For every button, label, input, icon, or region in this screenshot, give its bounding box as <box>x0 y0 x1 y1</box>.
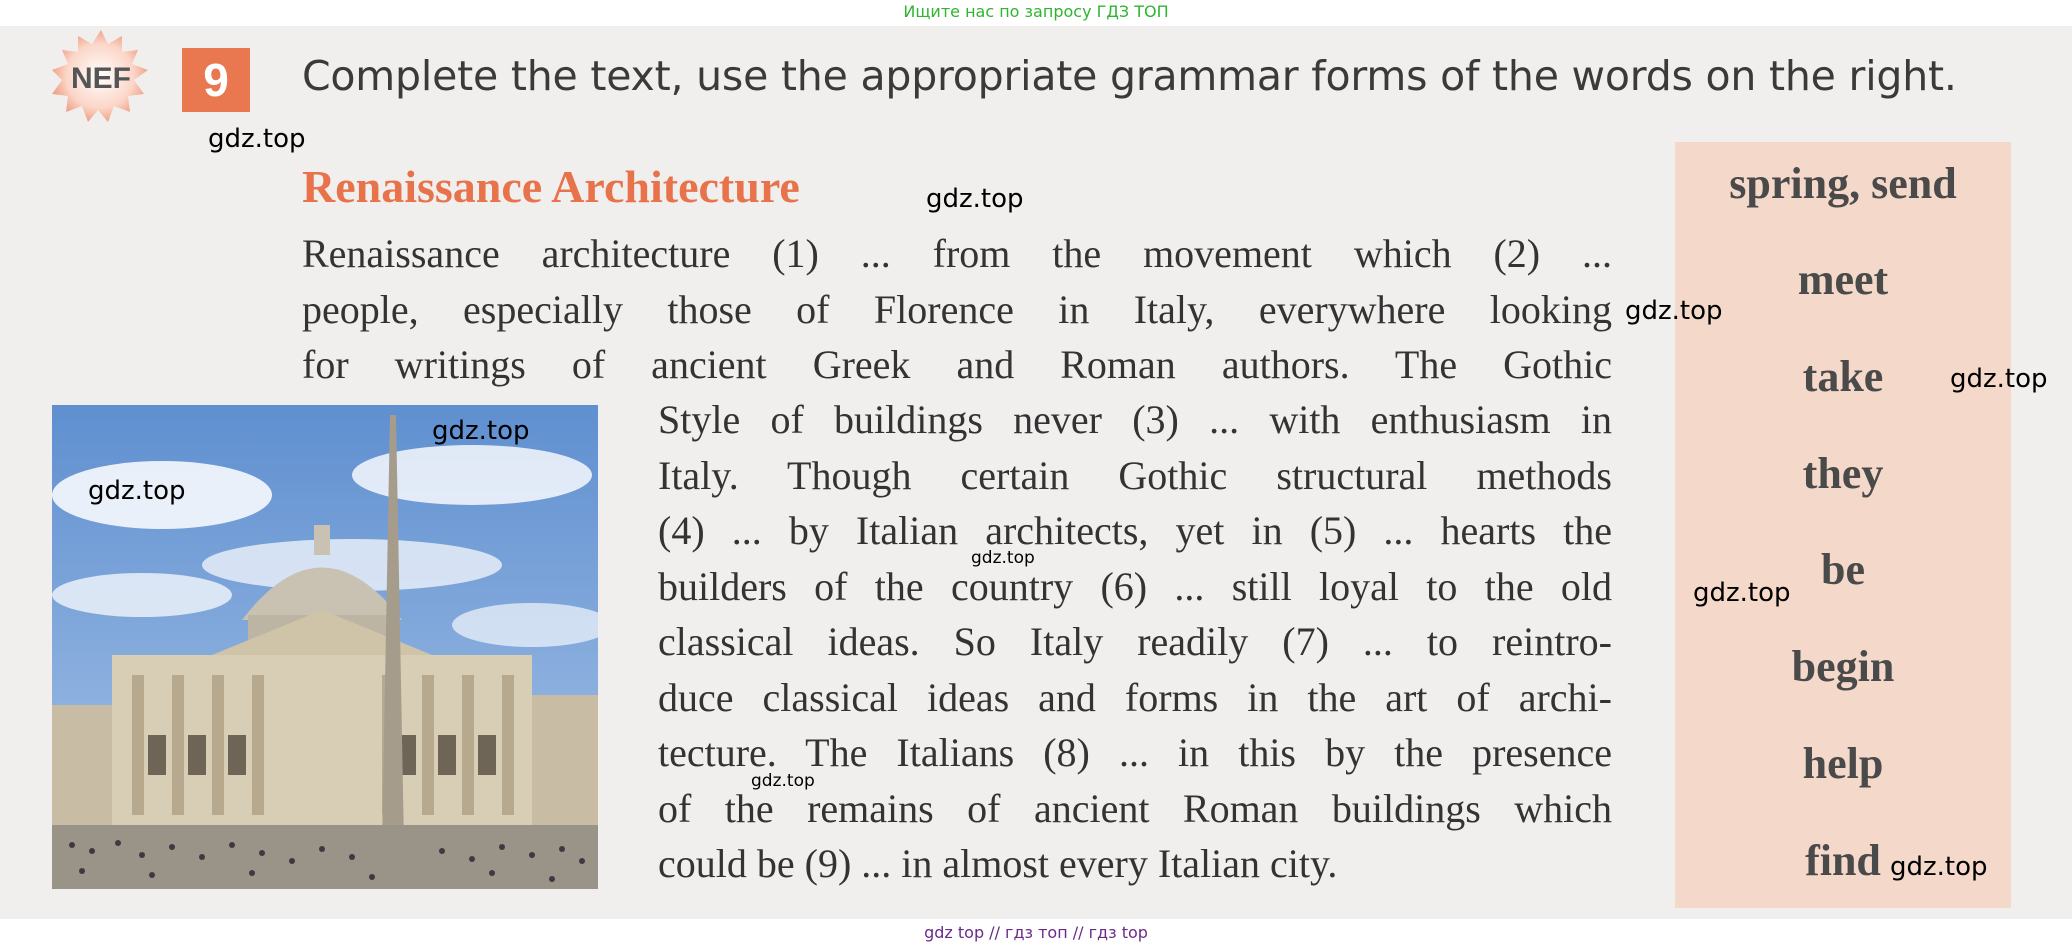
word-item: take <box>1802 352 1884 401</box>
word-item: help <box>1802 739 1884 788</box>
instruction-text: Complete the text, use the appropriate grammar forms of the words on the right. <box>302 52 1957 100</box>
text-top <box>302 226 1612 393</box>
text-line: for writings of ancient Greek and Roman authors. The Gothic <box>302 342 1612 387</box>
watermark: gdz.top <box>926 184 1024 214</box>
text-line: could be (9) ... in almost every Italian city. <box>658 841 1338 886</box>
word-item: spring, send <box>1729 159 1957 208</box>
text-line: people, especially those of Florence in Italy, everywhere looking <box>302 286 1612 332</box>
bottom-banner[interactable]: gdz top // гдз топ // гдз top <box>0 919 2072 947</box>
text-line: builders of the country (6) ... still loyal to the old <box>658 563 1612 609</box>
watermark: gdz.top <box>1890 852 1988 882</box>
text-line: tecture. The Italians (8) ... in this by the presence <box>658 730 1612 775</box>
top-banner[interactable]: Ищите нас по запросу ГДЗ ТОП <box>0 0 2072 26</box>
word-bank <box>1675 142 2011 908</box>
text-line: duce classical ideas and forms in the art of archi- <box>658 674 1612 720</box>
watermark: gdz.top <box>971 548 1035 568</box>
text-line: Renaissance architecture (1) ... from the movement which (2) ... <box>302 231 1612 276</box>
watermark: gdz.top <box>751 771 815 791</box>
watermark: gdz.top <box>88 476 186 506</box>
nef-badge-icon <box>52 30 150 122</box>
exercise-number: 9 <box>182 48 250 112</box>
text-right <box>658 392 1612 892</box>
text-line: (4) ... by Italian architects, yet in (5) ... hearts the <box>658 508 1612 553</box>
word-item: find <box>1805 836 1881 885</box>
text-line: Style of buildings never (3) ... with enthusiasm in <box>658 397 1612 442</box>
article-title: Renaissance Architecture <box>302 161 800 212</box>
text-line: Italy. Though certain Gothic structural methods <box>658 452 1612 498</box>
watermark: gdz.top <box>1625 296 1723 326</box>
text-line: of the remains of ancient Roman buildings which <box>658 785 1612 831</box>
nef-badge-text: NEF <box>71 62 131 95</box>
word-item: they <box>1802 449 1884 498</box>
word-item: meet <box>1797 255 1889 304</box>
text-line: classical ideas. So Italy readily (7) ... to reintro- <box>658 619 1612 664</box>
watermark: gdz.top <box>208 124 306 154</box>
word-item: be <box>1821 545 1865 594</box>
watermark: gdz.top <box>1693 578 1791 608</box>
watermark: gdz.top <box>432 416 530 446</box>
watermark: gdz.top <box>1950 364 2048 394</box>
word-item: begin <box>1791 642 1895 691</box>
